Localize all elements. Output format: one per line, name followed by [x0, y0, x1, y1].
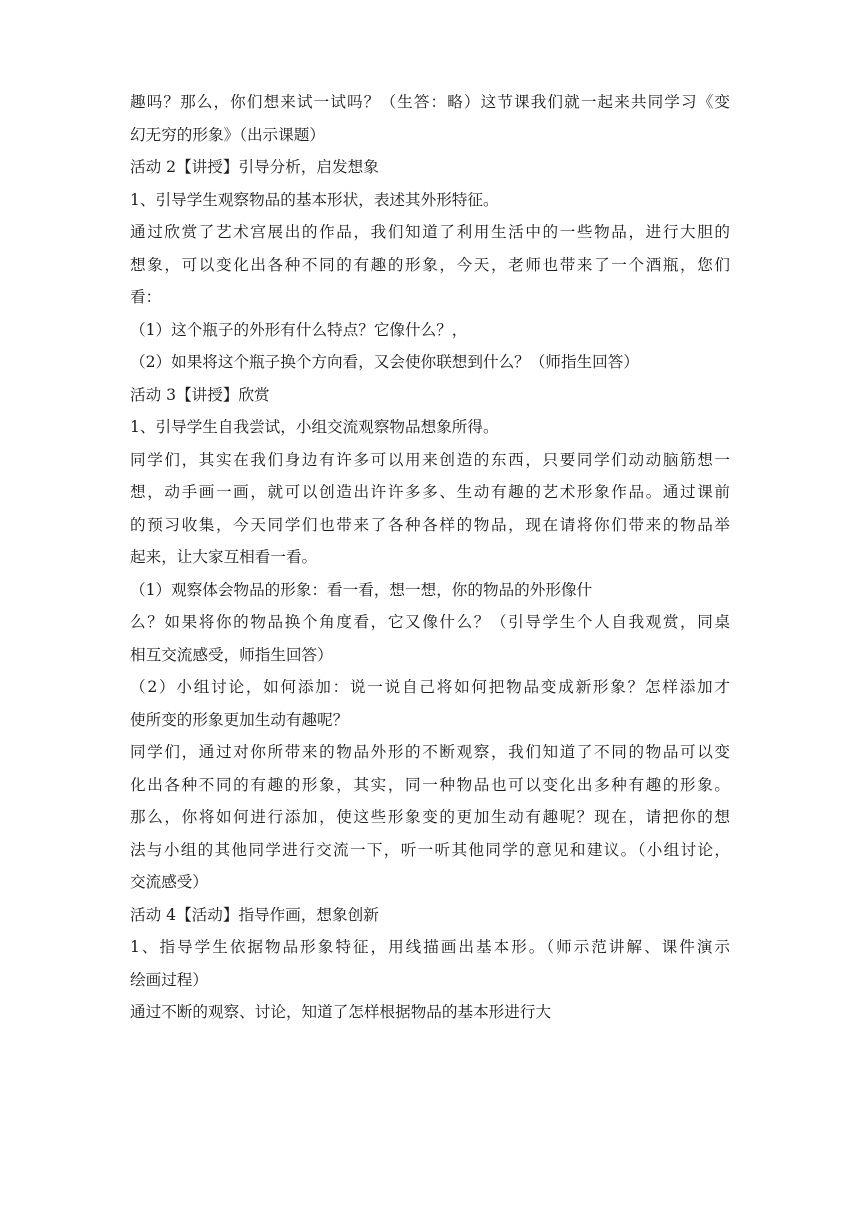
- paragraph-line: 活动 2【讲授】引导分析，启发想象: [130, 158, 379, 176]
- paragraph-line: 1、引导学生观察物品的基本形状，表述其外形特征。: [130, 190, 499, 209]
- document-body: [130, 86, 730, 1029]
- paragraph-line: 那么，你将如何进行添加，使这些形象变的更加生动有趣呢？现在，请把你的想: [130, 808, 730, 826]
- paragraph-line: 起来，让大家互相看一看。: [130, 548, 318, 566]
- paragraph-line: 趣吗？那么，你们想来试一试吗？（生答：略）这节课我们就一起来共同学习《变: [130, 93, 730, 111]
- paragraph-line: 同学们，通过对你所带来的物品外形的不断观察，我们知道了不同的物品可以变: [130, 743, 730, 761]
- paragraph-line: 幻无穷的形象》（出示课题）: [130, 125, 325, 144]
- paragraph-line: （2）小组讨论，如何添加：说一说自己将如何把物品变成新形象？怎样添加才: [130, 678, 730, 696]
- paragraph-line: 想，动手画一画，就可以创造出许许多多、生动有趣的艺术形象作品。通过课前: [130, 483, 730, 501]
- paragraph-line: 想象，可以变化出各种不同的有趣的形象，今天，老师也带来了一个酒瓶，您们: [130, 255, 730, 274]
- paragraph-line: （1）这个瓶子的外形有什么特点？它像什么？，: [130, 320, 468, 339]
- paragraph-line: 1、指导学生依据物品形象特征，用线描画出基本形。（师示范讲解、课件演示: [130, 938, 730, 956]
- paragraph-line: 交流感受）: [130, 873, 208, 891]
- paragraph-line: 化出各种不同的有趣的形象，其实，同一种物品也可以变化出多种有趣的形象。: [130, 775, 730, 794]
- paragraph-line: 绘画过程）: [130, 970, 208, 989]
- paragraph-line: 活动 3【讲授】欣赏: [130, 385, 270, 404]
- paragraph-line: 的预习收集，今天同学们也带来了各种各样的物品，现在请将你们带来的物品举: [130, 515, 730, 534]
- paragraph-line: （2）如果将这个瓶子换个方向看，又会使你联想到什么？（师指生回答）: [130, 353, 639, 371]
- paragraph-line: 通过不断的观察、讨论，知道了怎样根据物品的基本形进行大: [130, 1003, 552, 1021]
- paragraph-line: 同学们，其实在我们身边有许多可以用来创造的东西，只要同学们动动脑筋想一: [130, 450, 730, 469]
- paragraph-line: 么？如果将你的物品换个角度看，它又像什么？（引导学生个人自我观赏，同桌: [130, 613, 730, 631]
- paragraph-line: 活动 4【活动】指导作画，想象创新: [130, 905, 379, 924]
- paragraph-line: 相互交流感受，师指生回答）: [130, 645, 333, 664]
- paragraph-line: 1、引导学生自我尝试，小组交流观察物品想象所得。: [130, 418, 499, 436]
- paragraph-line: 通过欣赏了艺术宫展出的作品，我们知道了利用生活中的一些物品，进行大胆的: [130, 223, 730, 241]
- paragraph-line: 使所变的形象更加生动有趣呢？: [130, 710, 349, 729]
- paragraph-line: （1）观察体会物品的形象：看一看，想一想，你的物品的外形像什: [130, 580, 593, 599]
- paragraph-line: 法与小组的其他同学进行交流一下，听一听其他同学的意见和建议。（小组讨论，: [130, 840, 730, 859]
- paragraph-line: 看：: [130, 288, 162, 306]
